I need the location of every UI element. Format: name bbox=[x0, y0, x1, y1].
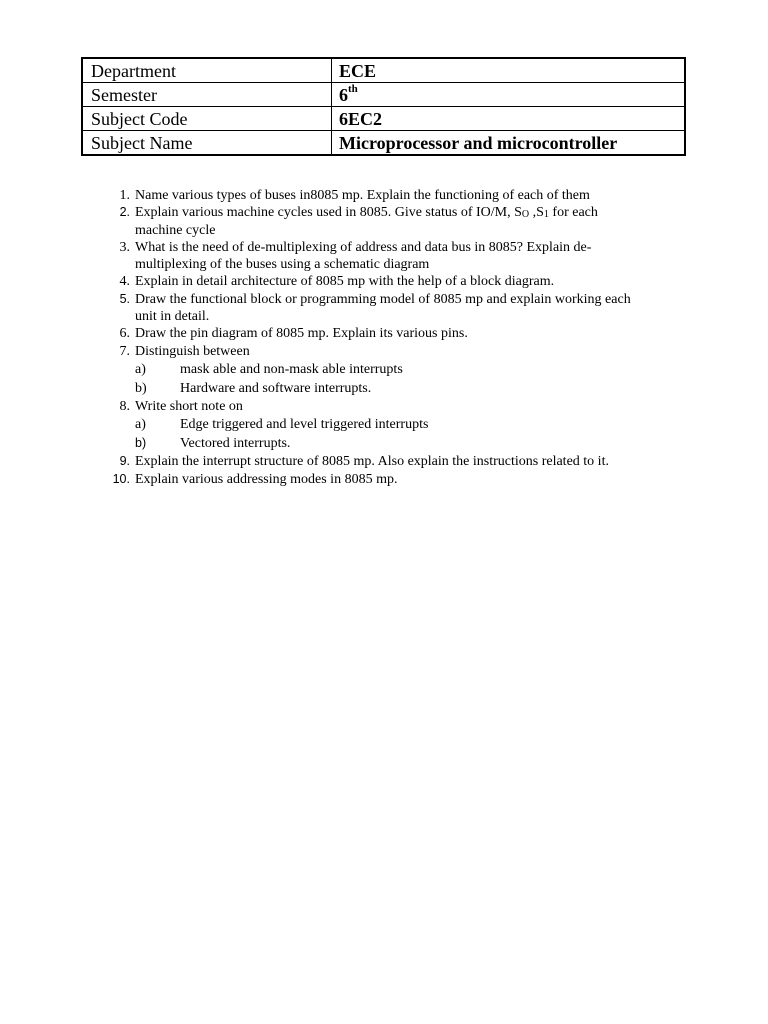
question-item bbox=[108, 239, 688, 274]
department-value: ECE bbox=[332, 58, 686, 83]
subscript-o: O bbox=[521, 209, 530, 221]
question-item bbox=[108, 453, 688, 470]
question-text-part: for each bbox=[548, 205, 598, 221]
subject-code-value: 6EC2 bbox=[332, 107, 686, 131]
question-item bbox=[108, 471, 688, 488]
question-number: 10. bbox=[112, 471, 130, 486]
semester-number: 6 bbox=[339, 84, 348, 105]
question-text bbox=[135, 292, 631, 324]
question-number: 6. bbox=[119, 326, 130, 342]
sub-question-text: mask able and non-mask able interrupts bbox=[180, 361, 403, 377]
semester-suffix: th bbox=[348, 82, 358, 95]
question-text: Write short note on bbox=[135, 398, 243, 414]
table-row bbox=[82, 58, 685, 83]
question-text-part: Draw the functional block or programming model of 8085 mp and explain working each bbox=[135, 291, 631, 307]
question-number: 2. bbox=[119, 205, 130, 220]
sub-question-item bbox=[135, 360, 688, 379]
subject-name-label: Subject Name bbox=[82, 131, 332, 156]
sub-question-letter: b) bbox=[135, 380, 147, 396]
question-text: Explain the interrupt structure of 8085 mp. Also explain the instructions related to it. bbox=[135, 454, 609, 470]
question-item bbox=[108, 187, 688, 204]
question-number: 9. bbox=[119, 454, 130, 469]
question-item bbox=[108, 325, 688, 342]
table-row bbox=[82, 131, 685, 156]
question-item bbox=[108, 273, 688, 290]
sub-question-letter: a) bbox=[135, 417, 146, 433]
question-number: 1. bbox=[119, 188, 130, 203]
department-label: Department bbox=[82, 58, 332, 83]
question-text-continuation: unit in detail. bbox=[135, 309, 210, 325]
sub-question-letter: b) bbox=[135, 436, 147, 451]
question-text-continuation: machine cycle bbox=[135, 222, 216, 238]
sub-question-item bbox=[135, 379, 688, 398]
subject-info-table bbox=[81, 57, 686, 156]
subscript-1: 1 bbox=[543, 209, 549, 221]
question-number: 4. bbox=[119, 274, 130, 290]
question-item bbox=[108, 343, 688, 398]
semester-value bbox=[332, 83, 686, 107]
question-text bbox=[135, 205, 598, 237]
sub-question-text: Hardware and software interrupts. bbox=[180, 380, 372, 396]
question-number: 3. bbox=[119, 239, 130, 255]
subject-name-value: Microprocessor and microcontroller bbox=[332, 131, 686, 156]
question-text: Explain in detail architecture of 8085 mp with the help of a block diagram. bbox=[135, 274, 555, 290]
question-text-part: What is the need of de-multiplexing of address and data bus in 8085? Explain de- bbox=[135, 239, 592, 255]
question-text: Explain various addressing modes in 8085 mp. bbox=[135, 471, 398, 487]
question-number: 8. bbox=[119, 398, 130, 414]
question-text bbox=[135, 240, 591, 272]
question-list bbox=[108, 187, 688, 488]
question-text-part: Explain various machine cycles used in 8085. Give status of IO/M, S bbox=[135, 205, 522, 221]
question-text: Distinguish between bbox=[135, 343, 250, 359]
sub-question-item bbox=[135, 415, 688, 434]
question-item bbox=[108, 204, 688, 239]
semester-label: Semester bbox=[82, 83, 332, 107]
sub-question-text: Vectored interrupts. bbox=[180, 436, 291, 452]
table-row bbox=[82, 107, 685, 131]
question-text: Draw the pin diagram of 8085 mp. Explain its various pins. bbox=[135, 326, 468, 342]
question-text: Name various types of buses in8085 mp. Explain the functioning of each of them bbox=[135, 188, 590, 203]
question-item bbox=[108, 398, 688, 453]
table-row bbox=[82, 83, 685, 107]
question-number: 7. bbox=[119, 343, 130, 359]
sub-question-text: Edge triggered and level triggered interrupts bbox=[180, 417, 429, 433]
question-text-part: ,S bbox=[529, 205, 544, 221]
question-number: 5. bbox=[119, 291, 130, 306]
question-item bbox=[108, 291, 688, 326]
question-text-continuation: multiplexing of the buses using a schematic diagram bbox=[135, 257, 430, 273]
sub-question-item bbox=[135, 434, 688, 453]
subject-code-label: Subject Code bbox=[82, 107, 332, 131]
sub-question-letter: a) bbox=[135, 361, 146, 377]
